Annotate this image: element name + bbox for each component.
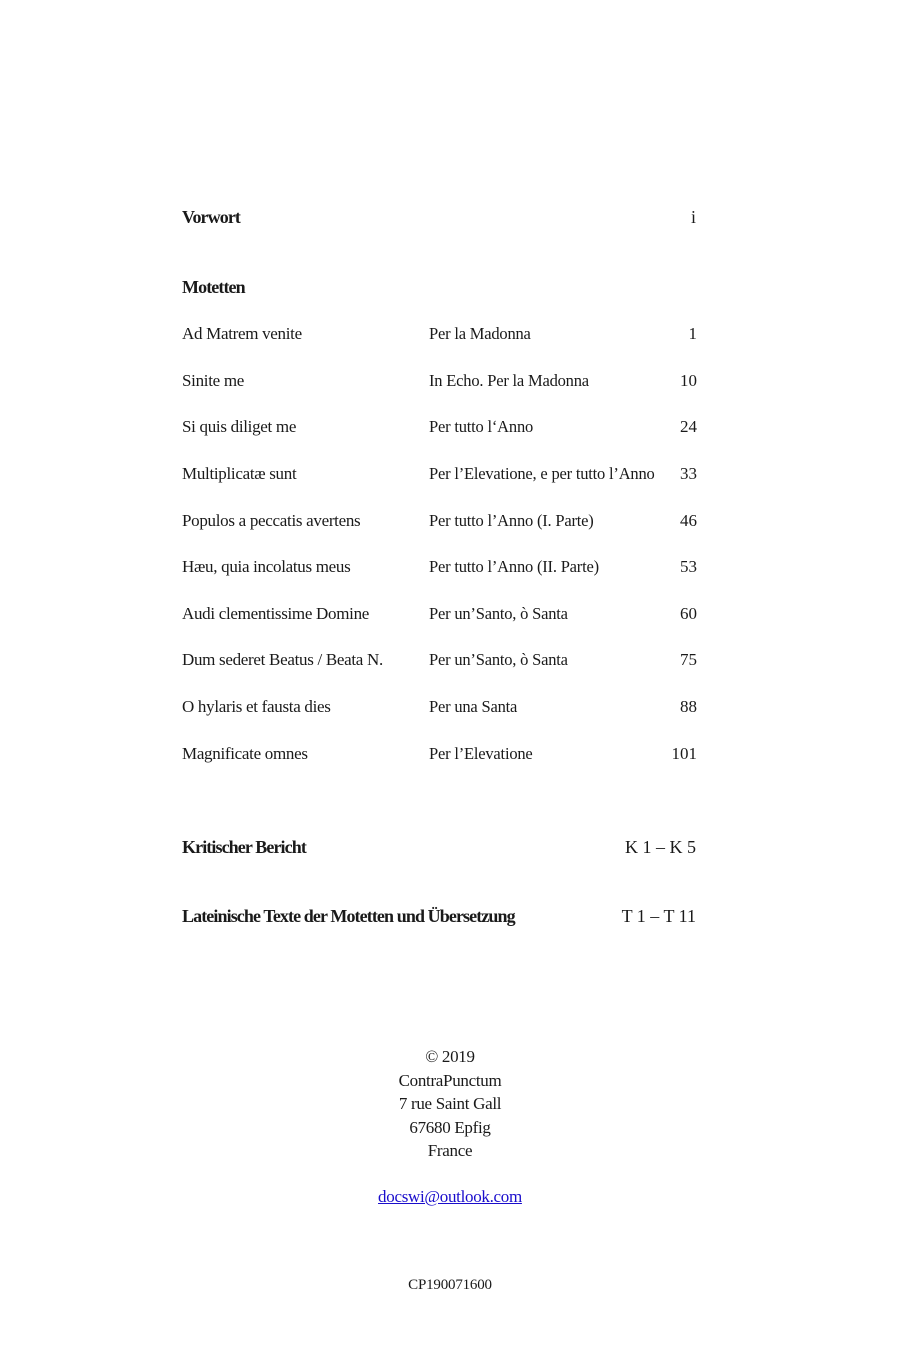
motet-occasion: Per tutto l‘Anno [429, 417, 534, 436]
toc-row [182, 510, 697, 532]
latin-texts-pages: T 1 – T 11 [621, 906, 696, 926]
critical-report-heading: Kritischer Bericht [182, 837, 306, 857]
motet-occasion: In Echo. Per la Madonna [429, 371, 589, 390]
toc-row [182, 416, 697, 438]
imprint-block [0, 1045, 900, 1163]
motet-occasion: Per un’Santo, ò Santa [429, 604, 568, 623]
motets-heading: Motetten [182, 277, 245, 297]
motet-occasion: Per l’Elevatione [429, 744, 533, 763]
toc-row [182, 649, 697, 671]
motet-title: O hylaris et fausta dies [182, 697, 331, 716]
email-link[interactable]: docswi@outlook.com [378, 1187, 522, 1206]
motet-page-number: 88 [680, 697, 697, 716]
motet-page-number: 10 [680, 371, 697, 390]
toc-row [182, 463, 697, 485]
motet-title: Sinite me [182, 371, 244, 390]
copyright-line: © 2019 [425, 1047, 475, 1066]
motet-title: Hæu, quia incolatus meus [182, 557, 351, 576]
critical-report-pages: K 1 – K 5 [625, 837, 696, 857]
motet-page-number: 75 [680, 650, 697, 669]
motet-occasion: Per tutto l’Anno (I. Parte) [429, 511, 594, 530]
publisher-city: 67680 Epfig [409, 1117, 491, 1137]
publisher-street: 7 rue Saint Gall [398, 1094, 502, 1113]
latin-texts-heading: Lateinische Texte der Motetten und Übersetzung [182, 906, 515, 926]
motet-title: Populos a peccatis avertens [182, 511, 361, 530]
motet-page-number: 53 [680, 557, 697, 576]
toc-row [182, 370, 697, 392]
toc-row [182, 696, 697, 718]
email-line [0, 1186, 900, 1208]
toc-row [182, 556, 697, 578]
motet-title: Magnificate omnes [182, 744, 308, 763]
motet-page-number: 101 [671, 744, 697, 763]
foreword-page-number: i [690, 207, 696, 227]
motet-occasion: Per un’Santo, ò Santa [429, 650, 568, 669]
motet-occasion: Per la Madonna [429, 324, 531, 343]
catalog-number: CP190071600 [408, 1277, 492, 1293]
motet-title: Si quis diliget me [182, 417, 297, 436]
motet-title: Ad Matrem venite [182, 324, 302, 343]
foreword-heading: Vorwort [182, 207, 241, 227]
motet-occasion: Per tutto l’Anno (II. Parte) [429, 557, 599, 576]
toc-row [182, 603, 697, 625]
motet-page-number: 1 [688, 324, 697, 343]
toc-row [182, 323, 697, 345]
toc-row [182, 743, 697, 765]
motet-occasion: Per l’Elevatione, e per tutto l’Anno [429, 464, 655, 483]
motet-page-number: 46 [680, 511, 697, 530]
motet-title: Multiplicatæ sunt [182, 464, 297, 483]
motet-page-number: 60 [680, 604, 697, 623]
motet-page-number: 24 [680, 417, 697, 436]
publisher-name: ContraPunctum [398, 1070, 502, 1090]
motet-page-number: 33 [680, 464, 697, 483]
publisher-country: France [427, 1141, 473, 1160]
motet-title: Audi clementissime Domine [182, 604, 370, 623]
motet-title: Dum sederet Beatus / Beata N. [182, 650, 383, 669]
motet-occasion: Per una Santa [429, 697, 518, 716]
